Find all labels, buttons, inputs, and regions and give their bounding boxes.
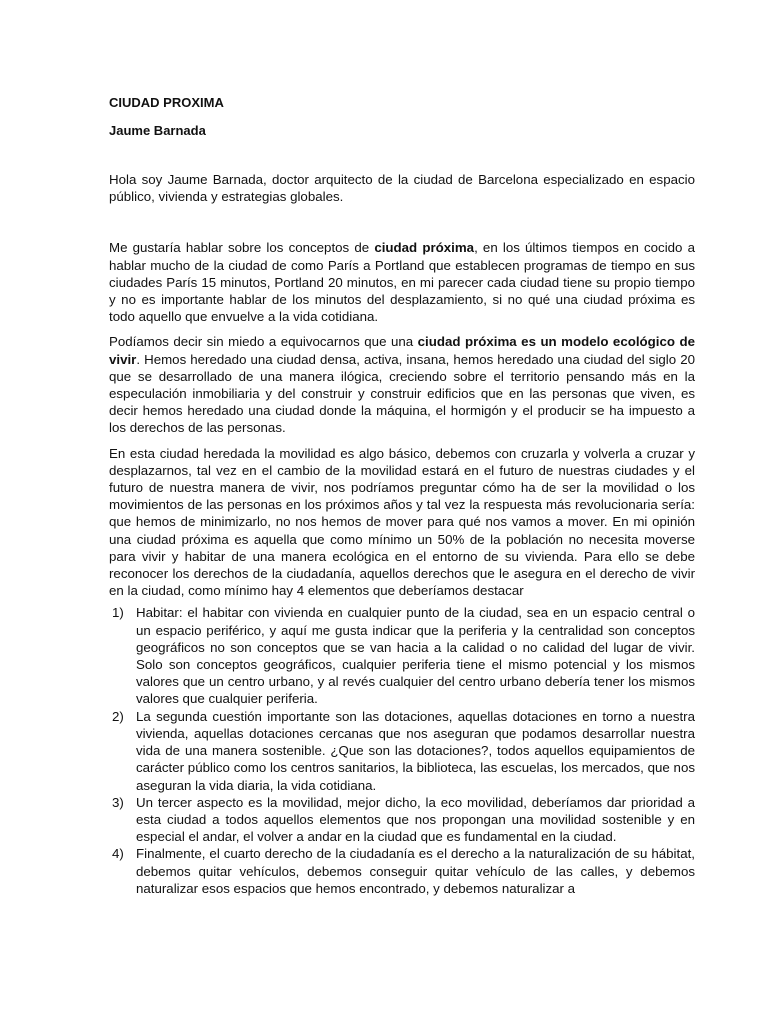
document-author: Jaume Barnada — [109, 123, 206, 138]
list-item-text: Finalmente, el cuarto derecho de la ciudadanía es el derecho a la naturalización de su hábitat, debemos quitar vehículos, debemos conseguir quitar vehículo de las calles, y debemos naturalizar esos espacios que hemos encontrado, y debemos naturalizar a — [136, 846, 695, 896]
paragraph-1 — [109, 239, 695, 325]
paragraph-2 — [109, 333, 695, 436]
list-item-number: 3) — [112, 794, 124, 810]
paragraph-3: En esta ciudad heredada la movilidad es algo básico, debemos con cruzarla y volverla a cruzar y desplazarnos, tal vez en el cambio de la movilidad estará en el futuro de nuestras ciudades y el futuro de nuestra manera de vivir, nos podríamos preguntar cómo ha de ser la movilidad o los movimientos de las personas en los próximos años y tal vez la respuesta más revolucionaria sería: que hemos de minimizarlo, no nos hemos de mover para qué nos vamos a mover. En mi opinión una ciudad próxima es aquella que como mínimo un 50% de la población no necesita moverse para vivir y habitar de una manera ecológica en el entorno de su vivienda. Para ello se debe reconocer los derechos de la ciudadanía, aquellos derechos que le asegura en el derecho de vivir en la ciudad, como mínimo hay 4 elementos que deberíamos destacar — [109, 445, 695, 599]
document-title: CIUDAD PROXIMA — [109, 95, 224, 110]
list-item-text: Habitar: el habitar con vivienda en cualquier punto de la ciudad, sea en un espacio central o un espacio periférico, y aquí me gusta indicar que la periferia y la centralidad son conceptos geográficos no son conceptos que se van hacia a la calidad o no calidad del lugar de vivir. Solo son conceptos geográficos, cualquier periferia tiene el mismo potencial y los mismos valores que un centro urbano, y al revés cualquier del centro urbano debería tener los mismos valores que cualquier periferia. — [136, 605, 695, 707]
paragraph-2-text-c: . Hemos heredado una ciudad densa, activa, insana, hemos heredado una ciudad del siglo 20 que se desarrollado de una manera ilógica, creciendo sobre el territorio pensando más en la especulación inmobiliaria y del construir y construir edificios que en las personas que viven, es decir hemos heredado una ciudad donde la máquina, el hormigón y el producir se ha impuesto a los derechos de las personas. — [109, 351, 695, 436]
list-item — [109, 604, 695, 707]
list-item-number: 1) — [112, 605, 124, 621]
list-item-text: Un tercer aspecto es la movilidad, mejor dicho, la eco movilidad, deberíamos dar prioridad a esta ciudad a todos aquellos elementos que nos propongan una movilidad sostenible y en especial el andar, el volver a andar en la ciudad que es fundamental en la ciudad. — [136, 794, 695, 845]
paragraph-2-text-a: Podíamos decir sin miedo a equivocarnos que una — [109, 334, 418, 350]
rights-list — [109, 604, 695, 896]
list-item — [109, 845, 695, 897]
paragraph-1-text-c: , en los últimos tiempos en cocido a hablar mucho de la ciudad de como París a Portland que establecen programas de tiempo en sus ciudades París 15 minutos, Portland 20 minutos, en mi parecer cada ciudad tiene su propio tiempo y no es importante hablar de los minutos del desplazamiento, si no qué una ciudad próxima es todo aquello que envuelve a la vida cotidiana. — [109, 240, 695, 325]
list-item-number: 4) — [112, 846, 124, 862]
list-item-number: 2) — [112, 708, 124, 724]
paragraph-1-text-a: Me gustaría hablar sobre los conceptos de — [109, 240, 375, 256]
intro-paragraph: Hola soy Jaume Barnada, doctor arquitecto de la ciudad de Barcelona especializado en espacio público, vivienda y estrategias globales. — [109, 172, 695, 205]
paragraph-2-bold: ciudad próxima es un modelo ecológico de vivir — [109, 334, 695, 367]
list-item — [109, 794, 695, 846]
list-item — [109, 708, 695, 794]
paragraph-1-bold: ciudad próxima — [374, 240, 475, 256]
list-item-text: La segunda cuestión importante son las dotaciones, aquellas dotaciones en torno a nuestra vivienda, aquellas dotaciones cercanas que nos aseguran que podamos desarrollar nuestra vida de una manera sostenible. ¿Que son las dotaciones?, todos aquellos equipamientos de carácter público como los centros sanitarios, la biblioteca, las escuelas, los mercados, que nos aseguran la vida diaria, la vida cotidiana. — [136, 708, 695, 793]
